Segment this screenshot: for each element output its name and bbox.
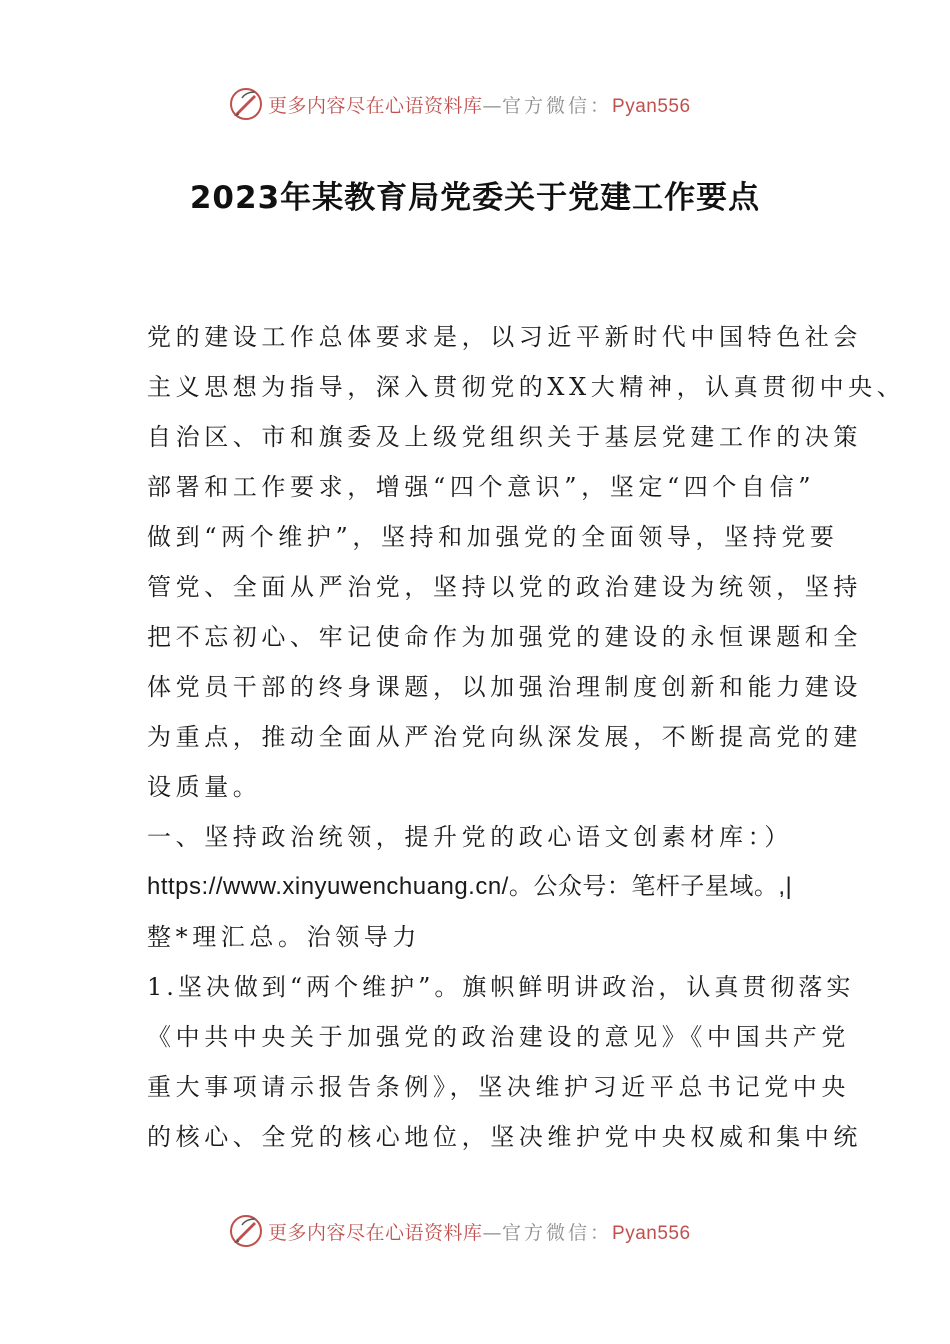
body-line: 重大事项请示报告条例》，坚决维护习近平总书记党中央 (147, 1073, 850, 1101)
footer-watermark (228, 1211, 691, 1251)
watermark-text-cn: 更多内容尽在心语资料库 (268, 1221, 483, 1244)
body-line: 体党员干部的终身课题，以加强治理制度创新和能力建设 (147, 673, 862, 701)
body-line: 整*理汇总。治领导力 (147, 923, 421, 951)
watermark-handle: Pyan556 (612, 1222, 691, 1244)
watermark-text-cn: 更多内容尽在心语资料库 (268, 94, 483, 117)
body-line: 自治区、市和旗委及上级党组织关于基层党建工作的决策 (147, 423, 862, 451)
body-line: 1.坚决做到“两个维护”。旗帜鲜明讲政治，认真贯彻落实 (147, 973, 855, 1001)
document-body (147, 312, 906, 1162)
body-line: 主义思想为指导，深入贯彻党的XX大精神，认真贯彻中央、 (147, 373, 906, 401)
body-line: 部署和工作要求，增强“四个意识”，坚定“四个自信” (147, 473, 816, 501)
body-line: 设质量。 (147, 773, 262, 801)
watermark-handle: Pyan556 (612, 95, 691, 117)
quill-logo-icon (228, 1213, 264, 1249)
watermark-label: 官方微信： (502, 94, 613, 117)
body-line: 《中共中央关于加强党的政治建设的意见》《中国共产党 (147, 1023, 850, 1051)
body-line: 做到“两个维护”，坚持和加强党的全面领导，坚持党要 (147, 523, 839, 551)
watermark-label: 官方微信： (502, 1221, 613, 1244)
body-line: 为重点，推动全面从严治党向纵深发展，不断提高党的建 (147, 723, 862, 751)
body-line-url: https://www.xinyuwenchuang.cn/。公众号：笔杆子星域。,| (147, 873, 793, 900)
document-title: 2023年某教育局党委关于党建工作要点 (189, 180, 761, 216)
watermark-text (268, 1218, 691, 1245)
body-line: 把不忘初心、牢记使命作为加强党的建设的永恒课题和全 (147, 623, 862, 651)
body-line: 党的建设工作总体要求是，以习近平新时代中国特色社会 (147, 323, 862, 351)
body-line: 的核心、全党的核心地位，坚决维护党中央权威和集中统 (147, 1123, 862, 1151)
watermark-text (268, 91, 691, 118)
watermark-dash: — (482, 94, 503, 117)
body-line: 管党、全面从严治党，坚持以党的政治建设为统领，坚持 (147, 573, 862, 601)
quill-logo-icon (228, 86, 264, 122)
watermark-dash: — (482, 1221, 503, 1244)
header-watermark (228, 84, 691, 124)
section-heading: 一、坚持政治统领，提升党的政心语文创素材库：） (147, 823, 793, 851)
